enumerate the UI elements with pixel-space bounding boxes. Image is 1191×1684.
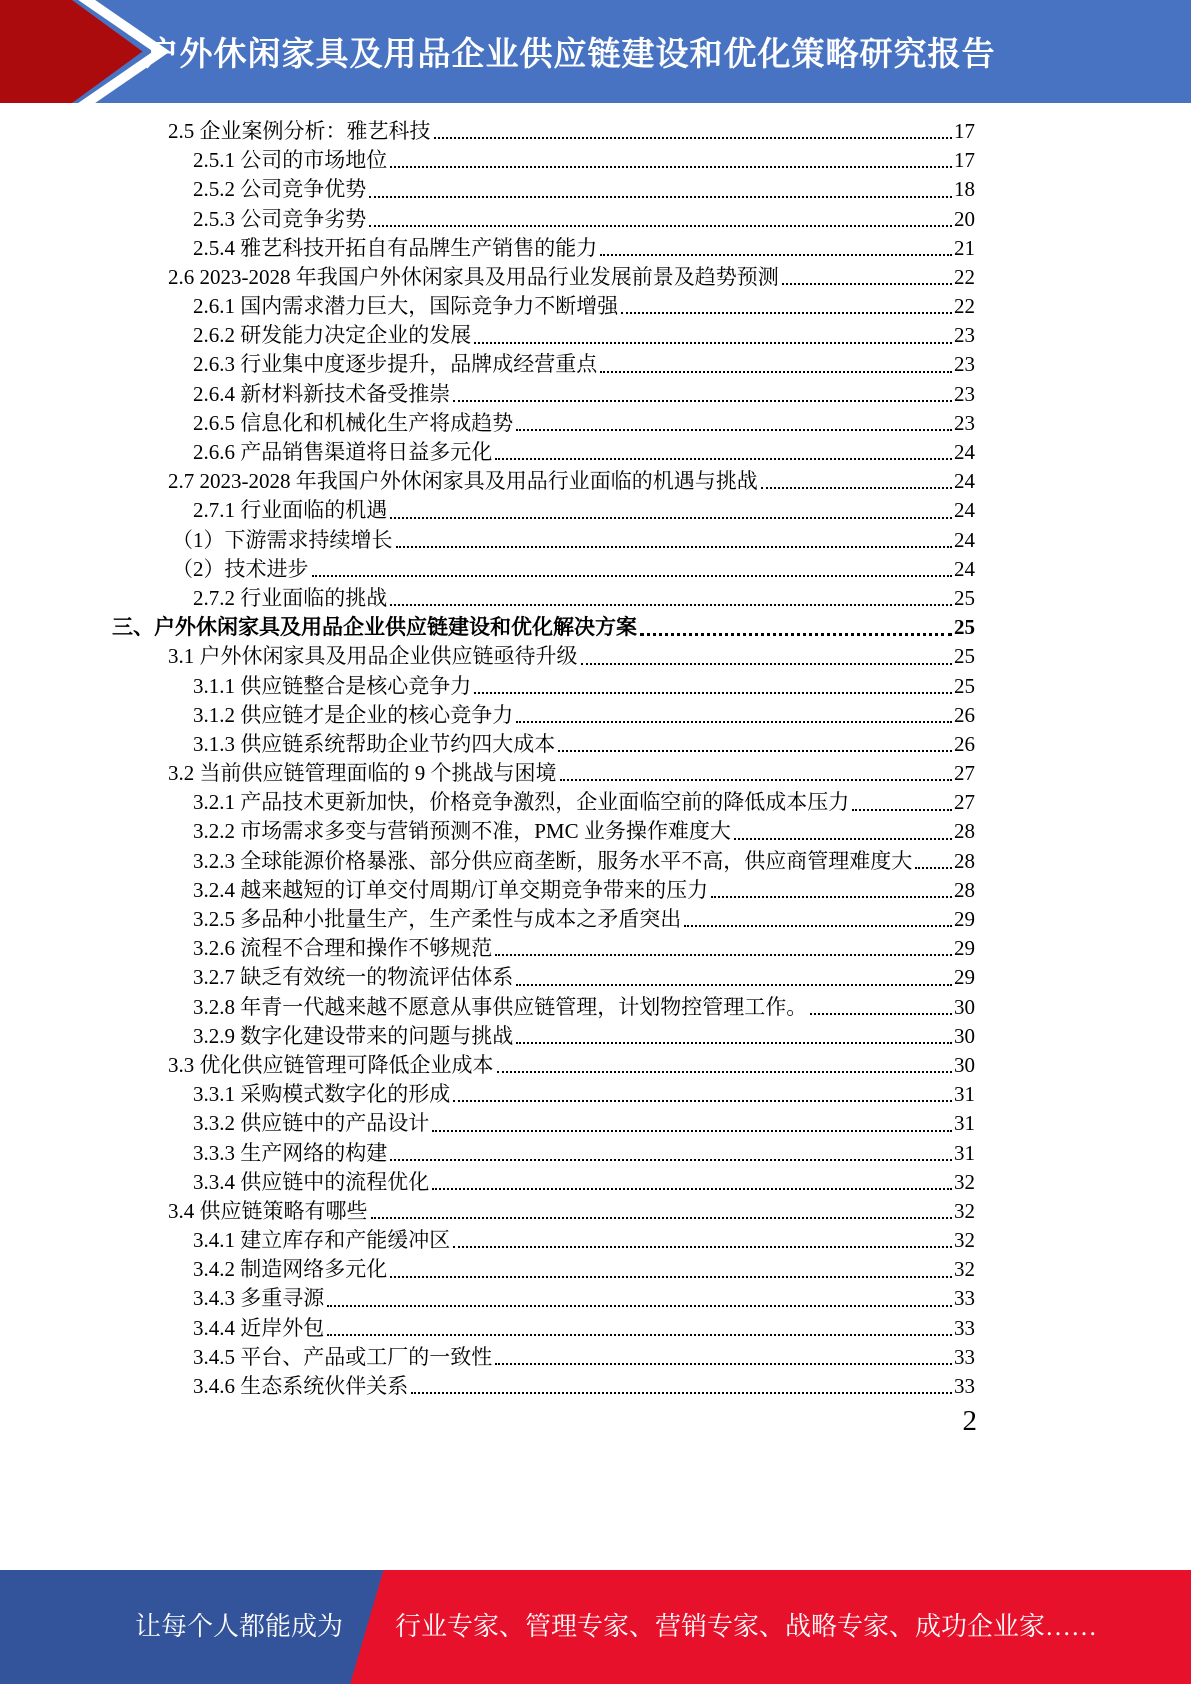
toc-entry [0,963,975,992]
toc-entry-label: 2.7.2 行业面临的挑战 [193,585,388,610]
toc-entry-label: 3.3.4 供应链中的流程优化 [193,1169,430,1194]
toc-entry-label: 2.5 企业案例分析：雅艺科技 [168,118,431,143]
toc-entry [0,555,975,584]
toc-entry-label: （1）下游需求持续增长 [172,527,393,552]
toc-dot-leader [453,1246,952,1248]
toc-entry-label: 2.5.3 公司竞争劣势 [193,206,367,231]
toc-entry [0,818,975,847]
toc-entry-label: 3.1.1 供应链整合是核心竞争力 [193,673,472,698]
toc-dot-leader [390,166,952,168]
toc-entry-page: 21 [954,235,975,260]
toc-entry [0,146,975,175]
toc-entry [0,526,975,555]
toc-dot-leader [558,750,952,752]
toc-entry [0,613,975,642]
toc-dot-leader [396,546,953,548]
toc-entry-page: 28 [954,848,975,873]
toc-entry [0,584,975,613]
toc-dot-leader [453,400,952,402]
toc-entry [0,380,975,409]
toc-entry [0,175,975,204]
toc-entry-page: 31 [954,1082,975,1107]
toc-dot-leader [516,429,952,431]
toc-entry [0,993,975,1022]
toc-entry [0,876,975,905]
toc-dot-leader [434,137,953,139]
toc-dot-leader [312,575,953,577]
toc-dot-leader [782,283,952,285]
toc-entry-page: 17 [954,118,975,143]
toc-entry-page: 33 [954,1374,975,1399]
toc-entry-label: 2.7.1 行业面临的机遇 [193,498,388,523]
toc-entry [0,1109,975,1138]
footer-slogan-right: 行业专家、管理专家、营销专家、战略专家、成功企业家…… [395,1612,1098,1641]
toc-entry [0,1139,975,1168]
toc-list [0,117,975,1401]
toc-dot-leader [371,1217,953,1219]
toc-entry-label: 3.1 户外休闲家具及用品企业供应链亟待升级 [168,644,578,669]
toc-entry-page: 23 [954,352,975,377]
toc-entry-label: 2.6.3 行业集中度逐步提升，品牌成经营重点 [193,352,598,377]
toc-entry-page: 30 [954,1023,975,1048]
toc-entry [0,642,975,671]
toc-entry-label: 2.6.4 新材料新技术备受推崇 [193,381,451,406]
toc-entry [0,496,975,525]
toc-dot-leader [369,196,952,198]
toc-dot-leader [390,604,952,606]
toc-entry-page: 32 [954,1198,975,1223]
toc-entry-page: 29 [954,907,975,932]
toc-dot-leader [640,633,952,636]
toc-entry-label: 3.4.2 制造网络多元化 [193,1257,388,1282]
toc-entry-label: 三、户外休闲家具及用品企业供应链建设和优化解决方案 [112,615,637,640]
toc-entry [0,438,975,467]
toc-dot-leader [852,809,952,811]
toc-entry-page: 30 [954,994,975,1019]
toc-dot-leader [495,954,952,956]
toc-entry-page: 28 [954,819,975,844]
toc-entry-page: 26 [954,702,975,727]
toc-entry-label: 2.6.1 国内需求潜力巨大，国际竞争力不断增强 [193,294,619,319]
toc-dot-leader [600,371,952,373]
toc-entry [0,847,975,876]
toc-dot-leader [390,1159,952,1161]
toc-entry-page: 28 [954,877,975,902]
toc-dot-leader [495,458,952,460]
toc-entry [0,234,975,263]
toc-dot-leader [581,663,953,665]
toc-entry-label: 3.2.9 数字化建设带来的问题与挑战 [193,1023,514,1048]
toc-entry-page: 30 [954,1052,975,1077]
toc-entry-page: 23 [954,323,975,348]
toc-entry-page: 29 [954,936,975,961]
toc-entry [0,409,975,438]
toc-entry [0,1343,975,1372]
toc-entry-page: 18 [954,177,975,202]
toc-dot-leader [516,1042,952,1044]
toc-entry-page: 32 [954,1228,975,1253]
toc-dot-leader [915,867,952,869]
toc-entry-label: 3.2.5 多品种小批量生产，生产柔性与成本之矛盾突出 [193,907,682,932]
toc-dot-leader [390,1276,952,1278]
toc-entry-page: 25 [954,585,975,610]
toc-entry-label: 3.3.2 供应链中的产品设计 [193,1111,430,1136]
toc-dot-leader [390,517,952,519]
toc-entry-page: 17 [954,148,975,173]
toc-dot-leader [327,1305,952,1307]
toc-entry-page: 33 [954,1344,975,1369]
toc-dot-leader [761,487,952,489]
toc-entry [0,321,975,350]
toc-entry-label: 2.6 2023-2028 年我国户外休闲家具及用品行业发展前景及趋势预测 [168,264,779,289]
toc-entry [0,205,975,234]
page-footer-banner [0,1570,1191,1684]
toc-entry-page: 22 [954,264,975,289]
toc-entry-label: 2.6.2 研发能力决定企业的发展 [193,323,472,348]
toc-entry-page: 27 [954,790,975,815]
toc-entry [0,672,975,701]
toc-entry [0,1080,975,1109]
toc-entry [0,701,975,730]
toc-entry [0,1226,975,1255]
toc-entry-page: 24 [954,556,975,581]
toc-entry-label: 3.4.6 生态系统伙伴关系 [193,1374,409,1399]
toc-dot-leader [516,984,952,986]
page-number: 2 [962,1405,977,1437]
toc-dot-leader [810,1013,952,1015]
toc-dot-leader [734,838,952,840]
toc-entry [0,934,975,963]
toc-entry [0,351,975,380]
toc-entry-page: 26 [954,731,975,756]
toc-entry [0,263,975,292]
toc-entry-page: 31 [954,1111,975,1136]
toc-entry-label: 2.6.6 产品销售渠道将日益多元化 [193,440,493,465]
toc-entry-label: （2）技术进步 [172,556,309,581]
toc-entry-page: 29 [954,965,975,990]
toc-dot-leader [621,312,952,314]
toc-entry-page: 33 [954,1286,975,1311]
toc-entry [0,1285,975,1314]
toc-entry-label: 3.4 供应链策略有哪些 [168,1198,368,1223]
toc-entry-page: 25 [954,644,975,669]
toc-entry [0,1255,975,1284]
toc-entry-page: 23 [954,381,975,406]
toc-dot-leader [600,254,952,256]
toc-entry-page: 32 [954,1257,975,1282]
toc-entry-label: 3.2.1 产品技术更新加快，价格竞争激烈，企业面临空前的降低成本压力 [193,790,850,815]
toc-entry [0,905,975,934]
toc-entry-label: 3.2 当前供应链管理面临的 9 个挑战与困境 [168,761,557,786]
toc-entry-page: 24 [954,469,975,494]
toc-entry-label: 3.2.7 缺乏有效统一的物流评估体系 [193,965,514,990]
toc-entry-label: 3.4.1 建立库存和产能缓冲区 [193,1228,451,1253]
toc-entry [0,1022,975,1051]
toc-entry [0,1197,975,1226]
toc-entry-label: 3.3.3 生产网络的构建 [193,1140,388,1165]
toc-entry-label: 2.5.4 雅艺科技开拓自有品牌生产销售的能力 [193,235,598,260]
toc-entry-label: 3.1.2 供应链才是企业的核心竞争力 [193,702,514,727]
toc-entry-label: 3.4.5 平台、产品或工厂的一致性 [193,1344,493,1369]
toc-entry-label: 2.7 2023-2028 年我国户外休闲家具及用品行业面临的机遇与挑战 [168,469,758,494]
toc-entry-label: 3.2.8 年青一代越来越不愿意从事供应链管理，计划物控管理工作。 [193,994,808,1019]
toc-entry-label: 2.5.2 公司竞争优势 [193,177,367,202]
toc-entry-label: 3.2.3 全球能源价格暴涨、部分供应商垄断，服务水平不高，供应商管理难度大 [193,848,913,873]
toc-dot-leader [411,1392,952,1394]
toc-entry-label: 3.3.1 采购模式数字化的形成 [193,1082,451,1107]
toc-dot-leader [474,342,952,344]
toc-entry-page: 23 [954,410,975,435]
toc-entry-page: 27 [954,761,975,786]
toc-entry-label: 2.6.5 信息化和机械化生产将成趋势 [193,410,514,435]
toc-dot-leader [432,1130,952,1132]
toc-entry-page: 33 [954,1315,975,1340]
toc-entry-page: 25 [954,615,975,640]
report-title: 户外休闲家具及用品企业供应链建设和优化策略研究报告 [145,35,996,72]
toc-entry-page: 24 [954,440,975,465]
toc-dot-leader [516,721,952,723]
toc-dot-leader [497,1071,953,1073]
toc-entry-page: 24 [954,527,975,552]
toc-entry-label: 3.1.3 供应链系统帮助企业节约四大成本 [193,731,556,756]
toc-entry [0,730,975,759]
toc-entry-page: 25 [954,673,975,698]
toc-entry [0,467,975,496]
footer-slogan-left: 让每个人都能成为 [135,1612,344,1641]
toc-dot-leader [453,1100,952,1102]
toc-dot-leader [432,1188,952,1190]
toc-dot-leader [474,692,952,694]
toc-entry [0,759,975,788]
toc-dot-leader [369,225,952,227]
toc-entry [0,1314,975,1343]
toc-entry-label: 3.3 优化供应链管理可降低企业成本 [168,1052,494,1077]
toc-entry-label: 2.5.1 公司的市场地位 [193,148,388,173]
toc-entry-label: 3.2.6 流程不合理和操作不够规范 [193,936,493,961]
toc-entry [0,1168,975,1197]
toc-entry [0,1051,975,1080]
toc-entry-label: 3.4.3 多重寻源 [193,1286,325,1311]
toc-entry-page: 32 [954,1169,975,1194]
toc-entry-label: 3.2.4 越来越短的订单交付周期/订单交期竞争带来的压力 [193,877,709,902]
toc-entry-page: 20 [954,206,975,231]
toc-dot-leader [711,896,952,898]
toc-dot-leader [684,925,952,927]
toc-entry-page: 24 [954,498,975,523]
toc-entry-page: 31 [954,1140,975,1165]
toc-dot-leader [560,779,953,781]
toc-entry-page: 22 [954,294,975,319]
toc-entry-label: 3.4.4 近岸外包 [193,1315,325,1340]
toc-entry-label: 3.2.2 市场需求多变与营销预测不准，PMC 业务操作难度大 [193,819,731,844]
toc-entry [0,1372,975,1401]
toc-dot-leader [495,1363,952,1365]
toc-entry [0,292,975,321]
toc-entry [0,117,975,146]
page-header-banner [0,0,1191,103]
toc-dot-leader [327,1334,952,1336]
toc-entry [0,788,975,817]
